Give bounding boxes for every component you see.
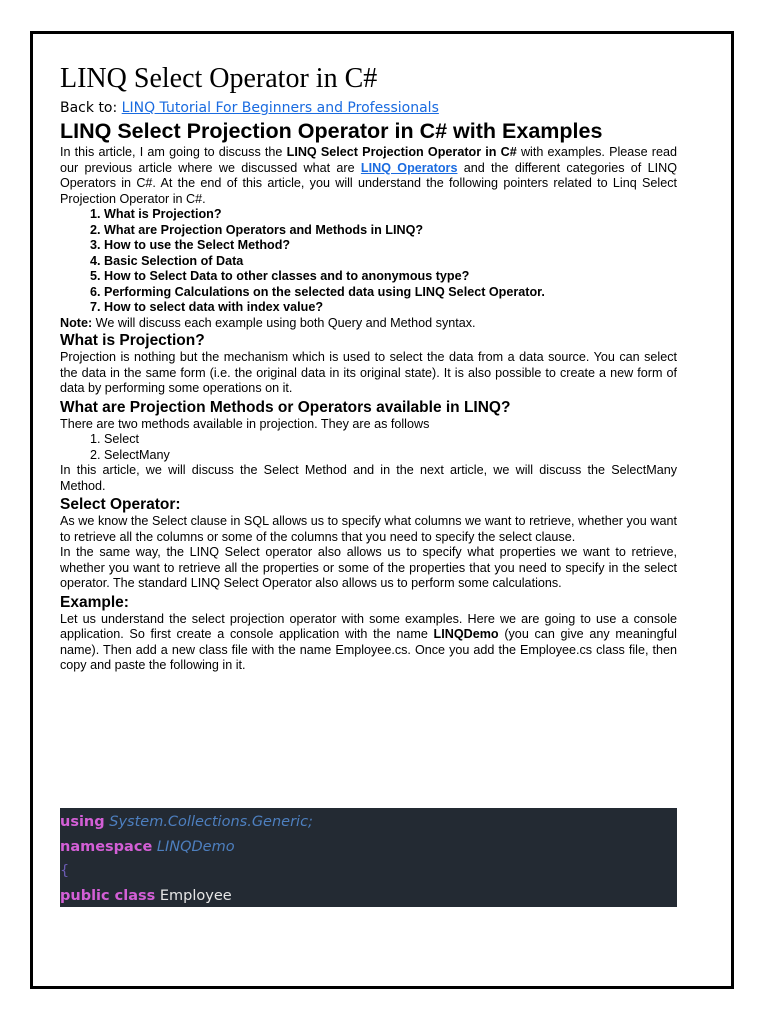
example-paragraph: [60, 612, 677, 674]
intro-bold: LINQ Select Projection Operator in C#: [286, 145, 517, 159]
intro-paragraph: [60, 145, 677, 207]
article-body: [60, 145, 677, 674]
methods-after-paragraph: In this article, we will discuss the Select Method and in the next article, we will discuss the SelectMany Method.: [60, 463, 677, 493]
code-line: [60, 812, 313, 832]
code-namespace: System.Collections.Generic;: [104, 814, 313, 830]
methods-heading: What are Projection Methods or Operators available in LINQ?: [60, 398, 511, 416]
note-paragraph: [60, 316, 677, 332]
note-label: Note:: [60, 315, 93, 330]
example-text: (you can give any meaningful name). Then add a new class file with the name Employee.cs. Once you add the Employee.cs class file, then copy and paste the following in it.: [60, 627, 677, 672]
code-brace: {: [60, 863, 70, 879]
code-identifier: LINQDemo: [152, 839, 235, 855]
methods-paragraph: There are two methods available in projection. They are as follows: [60, 416, 430, 431]
code-keyword: using: [60, 814, 105, 830]
list-item: 4. Basic Selection of Data: [104, 254, 677, 270]
list-item: 5. How to Select Data to other classes and to anonymous type?: [104, 269, 677, 285]
intro-text: In this article, I am going to discuss the: [60, 145, 287, 159]
breadcrumb: [60, 99, 439, 117]
projection-paragraph: Projection is nothing but the mechanism which is used to select the data from a data source. You can select the data in the same form (i.e. the original data in its original state). It is also possible to create a new form of data by performing some operations on it.: [60, 350, 677, 395]
list-item: 1. Select: [104, 432, 677, 448]
code-line: [60, 861, 69, 881]
example-bold: LINQDemo: [433, 627, 499, 641]
list-item: 6. Performing Calculations on the selected data using LINQ Select Operator.: [104, 285, 677, 301]
intro-text: with examples. Please read our previous article where we discussed what are: [60, 145, 677, 175]
code-line: [60, 837, 235, 857]
select-paragraph-1: As we know the Select clause in SQL allows us to specify what columns we want to retrieve, whether you want to retrieve all the columns or some of the columns that you need to specify the select clause.: [60, 514, 677, 544]
list-item: 1. What is Projection?: [104, 207, 677, 223]
document-title: LINQ Select Operator in C#: [60, 63, 378, 94]
code-line: [60, 886, 232, 906]
linq-operators-link[interactable]: LINQ Operators: [360, 160, 458, 175]
list-item: 3. How to use the Select Method?: [104, 238, 677, 254]
example-heading: Example:: [60, 593, 129, 611]
code-class-name: Employee: [155, 888, 232, 904]
back-to-label: Back to:: [60, 100, 118, 116]
main-heading: LINQ Select Projection Operator in C# with Examples: [60, 119, 603, 143]
tutorial-link[interactable]: LINQ Tutorial For Beginners and Professionals: [121, 100, 439, 116]
note-text: We will discuss each example using both Query and Method syntax.: [92, 315, 476, 330]
code-keyword: public class: [60, 888, 156, 904]
example-text: Let us understand the select projection operator with some examples. Here we are going to use a console application. So first create a console application with the name: [60, 611, 677, 641]
pointers-list: [60, 207, 677, 316]
methods-list: [60, 432, 677, 463]
code-block[interactable]: [60, 808, 677, 907]
list-item: 2. SelectMany: [104, 448, 677, 464]
code-keyword: namespace: [60, 839, 153, 855]
list-item: 2. What are Projection Operators and Methods in LINQ?: [104, 223, 677, 239]
select-paragraph-2: In the same way, the LINQ Select operator also allows us to specify what properties we want to retrieve, whether you want to retrieve all the properties or some of the properties that you need to specify in the select operator. The standard LINQ Select Operator also allows us to perform some calculations.: [60, 545, 677, 590]
projection-heading: What is Projection?: [60, 332, 205, 349]
intro-text: and the different categories of LINQ Operators in C#. At the end of this article, you will understand the following pointers related to Linq Select Projection Operator in C#.: [60, 160, 677, 206]
list-item: 7. How to select data with index value?: [104, 300, 677, 316]
select-operator-heading: Select Operator:: [60, 496, 181, 513]
